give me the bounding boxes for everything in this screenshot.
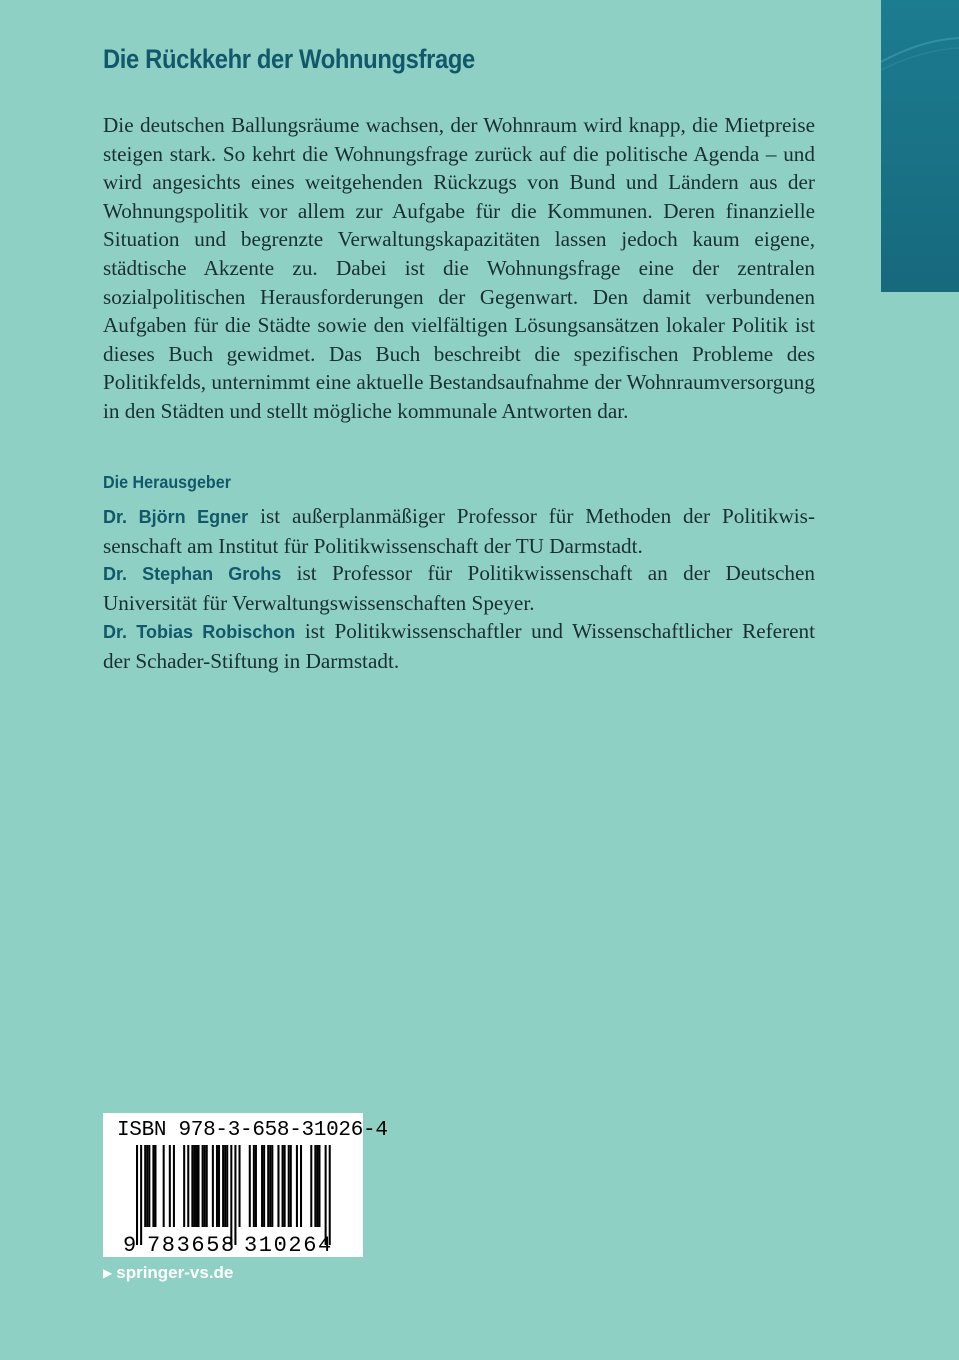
barcode-bar	[173, 1145, 175, 1227]
barcode-bar	[198, 1145, 200, 1227]
editor-bio	[103, 617, 815, 675]
barcode-bar	[144, 1145, 146, 1227]
cover-side-tab	[881, 0, 959, 292]
publisher-link[interactable]	[103, 1263, 233, 1283]
barcode-bar	[271, 1145, 273, 1227]
editor-name: Dr. Björn Egner	[103, 507, 249, 527]
barcode-bar	[239, 1145, 241, 1227]
barcode-bar	[154, 1145, 156, 1227]
barcode-bar	[318, 1145, 320, 1227]
barcode-bar	[261, 1145, 263, 1227]
editor-name: Dr. Tobias Robischon	[103, 622, 296, 642]
barcode-bar	[253, 1145, 255, 1227]
isbn-label: ISBN 978-3-658-31026-4	[117, 1119, 388, 1142]
editor-bio	[103, 559, 815, 617]
barcode-image	[103, 1113, 363, 1257]
isbn-barcode	[103, 1113, 388, 1257]
editors-heading: Die Herausgeber	[103, 472, 231, 492]
barcode-bar	[163, 1145, 165, 1227]
barcode-bar	[310, 1145, 312, 1227]
barcode-digits-left: 783658	[147, 1233, 236, 1257]
barcode-bar	[277, 1145, 279, 1227]
barcode-digits-right: 310264	[244, 1233, 333, 1257]
barcode-bar	[148, 1145, 150, 1227]
editor-name: Dr. Stephan Grohs	[103, 564, 282, 584]
barcode-bar	[140, 1145, 142, 1245]
barcode-bar	[282, 1145, 284, 1227]
barcode-bar	[300, 1145, 302, 1227]
barcode-bar	[226, 1145, 228, 1227]
barcode-bar	[284, 1145, 286, 1227]
barcode-bar	[325, 1145, 327, 1245]
barcode-bar	[255, 1145, 257, 1227]
barcode-bar	[316, 1145, 318, 1227]
barcode-digit-lead: 9	[123, 1233, 137, 1257]
barcode-bar	[329, 1145, 331, 1245]
barcode-bar	[290, 1145, 292, 1227]
barcode-bar	[202, 1145, 204, 1227]
barcode-bar	[146, 1145, 148, 1227]
barcode-bar	[195, 1145, 197, 1227]
barcode-bar	[218, 1145, 220, 1227]
barcode-bar	[222, 1145, 224, 1227]
barcode-bar	[183, 1145, 185, 1227]
barcode-bar	[152, 1145, 154, 1227]
barcode-bar	[263, 1145, 265, 1227]
publisher-link-text: springer-vs.de	[116, 1263, 234, 1282]
barcode-bar	[216, 1145, 218, 1227]
play-arrow-icon: ▶	[103, 1266, 113, 1280]
book-title: Die Rückkehr der Wohnungsfrage	[103, 44, 475, 74]
barcode-bar	[269, 1145, 271, 1227]
barcode-bar	[206, 1145, 208, 1227]
barcode-bar	[212, 1145, 214, 1227]
editor-description: ist Politikwissenschaftler und Wissenschaftlicher Referent der Schader-Stiftung in Darmstadt.	[103, 619, 816, 673]
wave-decoration	[881, 0, 959, 292]
editor-description: ist Professor für Politikwissenschaft an der Deutschen Universität für Verwaltungswissenschaften Speyer.	[103, 561, 815, 615]
barcode-bar	[136, 1145, 138, 1245]
barcode-bar	[169, 1145, 171, 1227]
barcode-bar	[193, 1145, 195, 1227]
barcode-bar	[191, 1145, 193, 1227]
barcode-bar	[249, 1145, 251, 1227]
editor-bio	[103, 502, 815, 560]
barcode-bar	[288, 1145, 290, 1227]
barcode-bar	[267, 1145, 269, 1227]
barcode-bar	[187, 1145, 189, 1227]
editor-description: ist außerplanmäßiger Professor für Methoden der Politikwissenschaft am Institut für Politikwissenschaft der TU Darmstadt.	[103, 504, 815, 558]
barcode-bar	[204, 1145, 206, 1227]
book-description: Die deutschen Ballungsräume wachsen, der Wohnraum wird knapp, die Mietpreise steigen stark. So kehrt die Wohnungsfrage zurück auf die politische Agenda – und wird angesichts eines weitgehenden Rückzugs von Bund und Ländern aus der Wohnungspolitik vor allem zur Aufgabe für die Kommunen. Deren finanzielle Situation und begrenzte Verwaltungskapazitäten lassen jedoch kaum eigene, städtische Akzente zu. Dabei ist die Wohnungsfrage eine der zentralen sozialpolitischen Herausforderungen der Gegenwart. Den damit verbundenen Aufgaben für die Städte sowie den vielfältigen Lösungsansätzen lokaler Politik ist dieses Buch gewidmet. Das Buch beschreibt die spezifischen Probleme des Politikfelds, unternimmt eine aktuelle Bestandsaufnahme der Wohnraumversorgung in den Städten und stellt mögliche kommunale Antworten dar.	[103, 113, 815, 423]
barcode-bar	[234, 1145, 236, 1245]
barcode-bar	[314, 1145, 316, 1227]
barcode-bar	[296, 1145, 298, 1227]
barcode-bar	[224, 1145, 226, 1227]
barcode-bar	[230, 1145, 232, 1245]
